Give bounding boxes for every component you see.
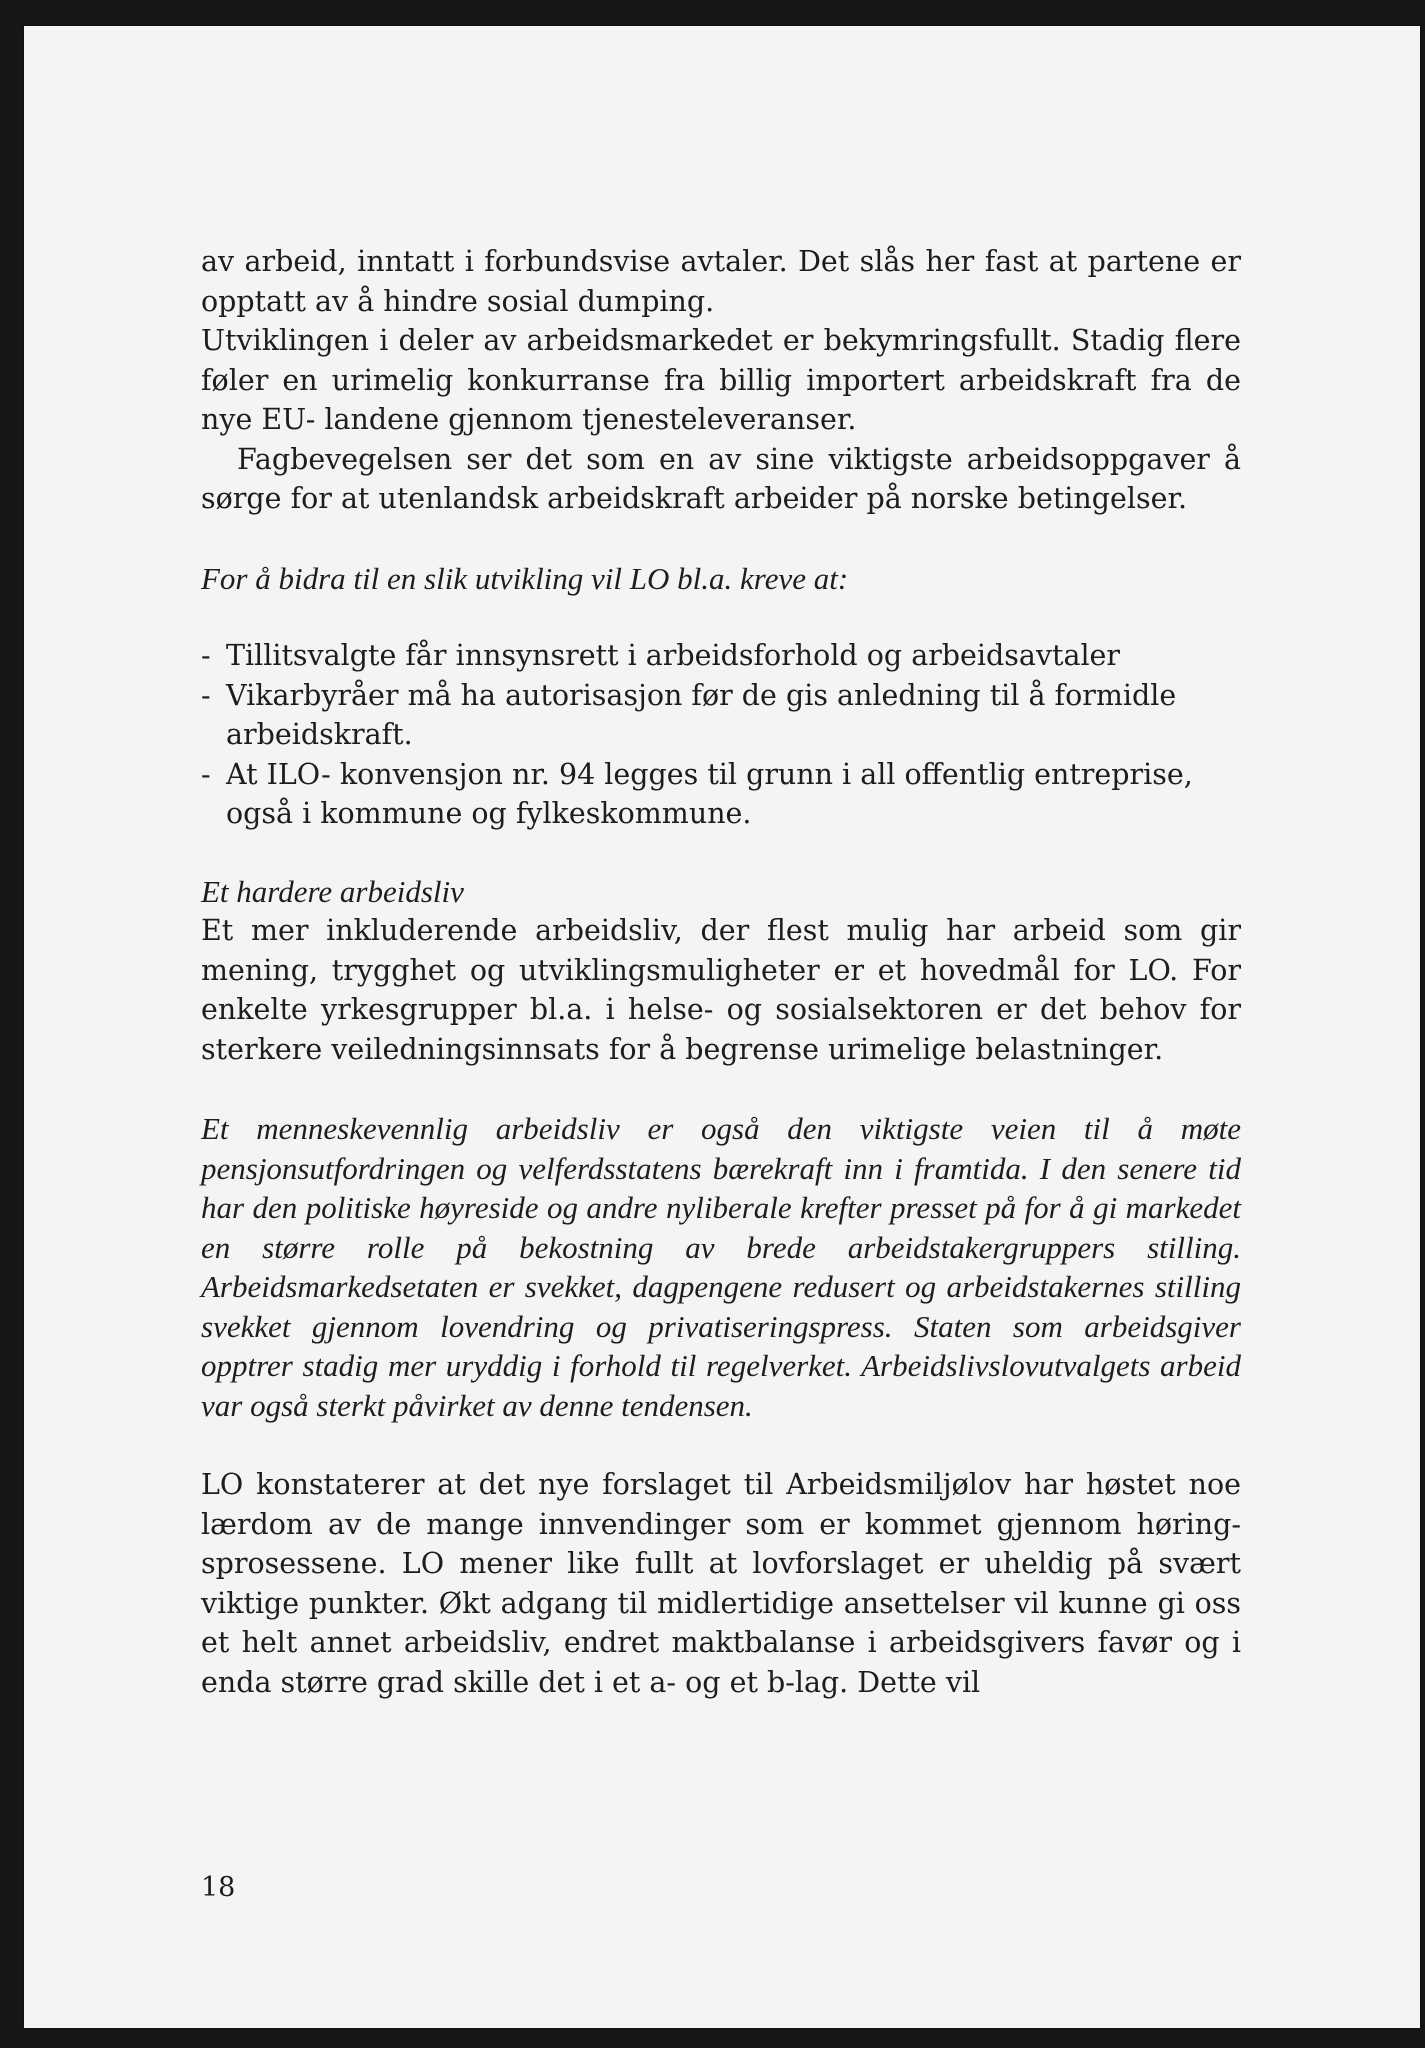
demands-list <box>201 636 1241 834</box>
list-item: - Vikarbyråer må ha autorisasjon før de gis anledning til å formidle arbeidskraft. <box>201 676 1241 755</box>
list-item: - At ILO- konvensjon nr. 94 legges til grunn i all offentlig entreprise, også i kommune og fylkeskommune. <box>201 755 1241 834</box>
document-page <box>24 26 1420 2028</box>
paragraph-union-task: Fagbevegelsen ser det som en av sine viktigste arbeidsoppgaver å sørge for at utenlandsk arbeidskraft arbeider på norske betingelser. <box>201 442 1241 515</box>
section-heading: Et hardere arbeidsliv <box>201 873 464 909</box>
list-item: - Tillitsvalgte får innsynsrett i arbeidsforhold og arbeidsavtaler <box>201 636 1241 676</box>
paragraph-intro: av arbeid, inntatt i forbundsvise avtaler. Det slås her fast at partene er opptatt av å hindre sosial dumping. <box>201 245 1241 318</box>
demands-intro: For å bidra til en slik utvikling vil LO bl.a. kreve at: <box>201 560 849 596</box>
paragraph-lo-conclusion: LO konstaterer at det nye forslaget til Arbeidsmiljølov har høstet noe lærdom av de mange innvendinger som er kommet gjennom høringsprosessene. LO mener like fullt at lovforslaget er uheldig på svært viktige punkter. Økt adgang til midlertidige ansettelser vil kunne gi oss et helt annet arbeidsliv, endret maktbalanse i arbeidsgivers favør og i enda større grad skille det i et a- og et b-lag. Dette vil <box>201 1468 1241 1699</box>
page-body <box>201 242 1241 1702</box>
paragraph-inclusive: Et mer inkluderende arbeidsliv, der flest mulig har arbeid som gir mening, trygghet og utviklingsmuligheter er et hovedmål for LO. For enkelte yrkesgrupper bl.a. i helse- og sosialsektoren er det behov for sterkere veiledningsinnsats for å begrense urimelige belastninger. <box>201 914 1241 1066</box>
paragraph-humane-worklife: Et menneskevennlig arbeidsliv er også den viktigste veien til å møte pensjonsutfordringen og velferdsstatens bærekraft inn i framtida. I den senere tid har den politiske høyreside og andre nyliberale krefter presset på for å gi markedet en større rolle på bekostning av brede arbeidstakergruppers stilling. Arbeidsmarkedsetaten er svekket, dagpengene redusert og arbeidstakernes stilling svekket gjennom lovendring og privatiseringspress. Staten som arbeidsgiver opptrer stadig mer uryddig i forhold til regelverket. Arbeidslivslovutvalgets arbeid var også sterkt påvirket av denne tendensen. <box>201 1111 1241 1423</box>
paragraph-development: Utviklingen i deler av arbeidsmarkedet er bekymringsfullt. Stadig flere føler en urimelig konkurranse fra billig importert arbeidskraft fra de nye EU- landene gjennom tjenesteleveranser. <box>201 324 1241 436</box>
page-number: 18 <box>201 1872 236 1903</box>
